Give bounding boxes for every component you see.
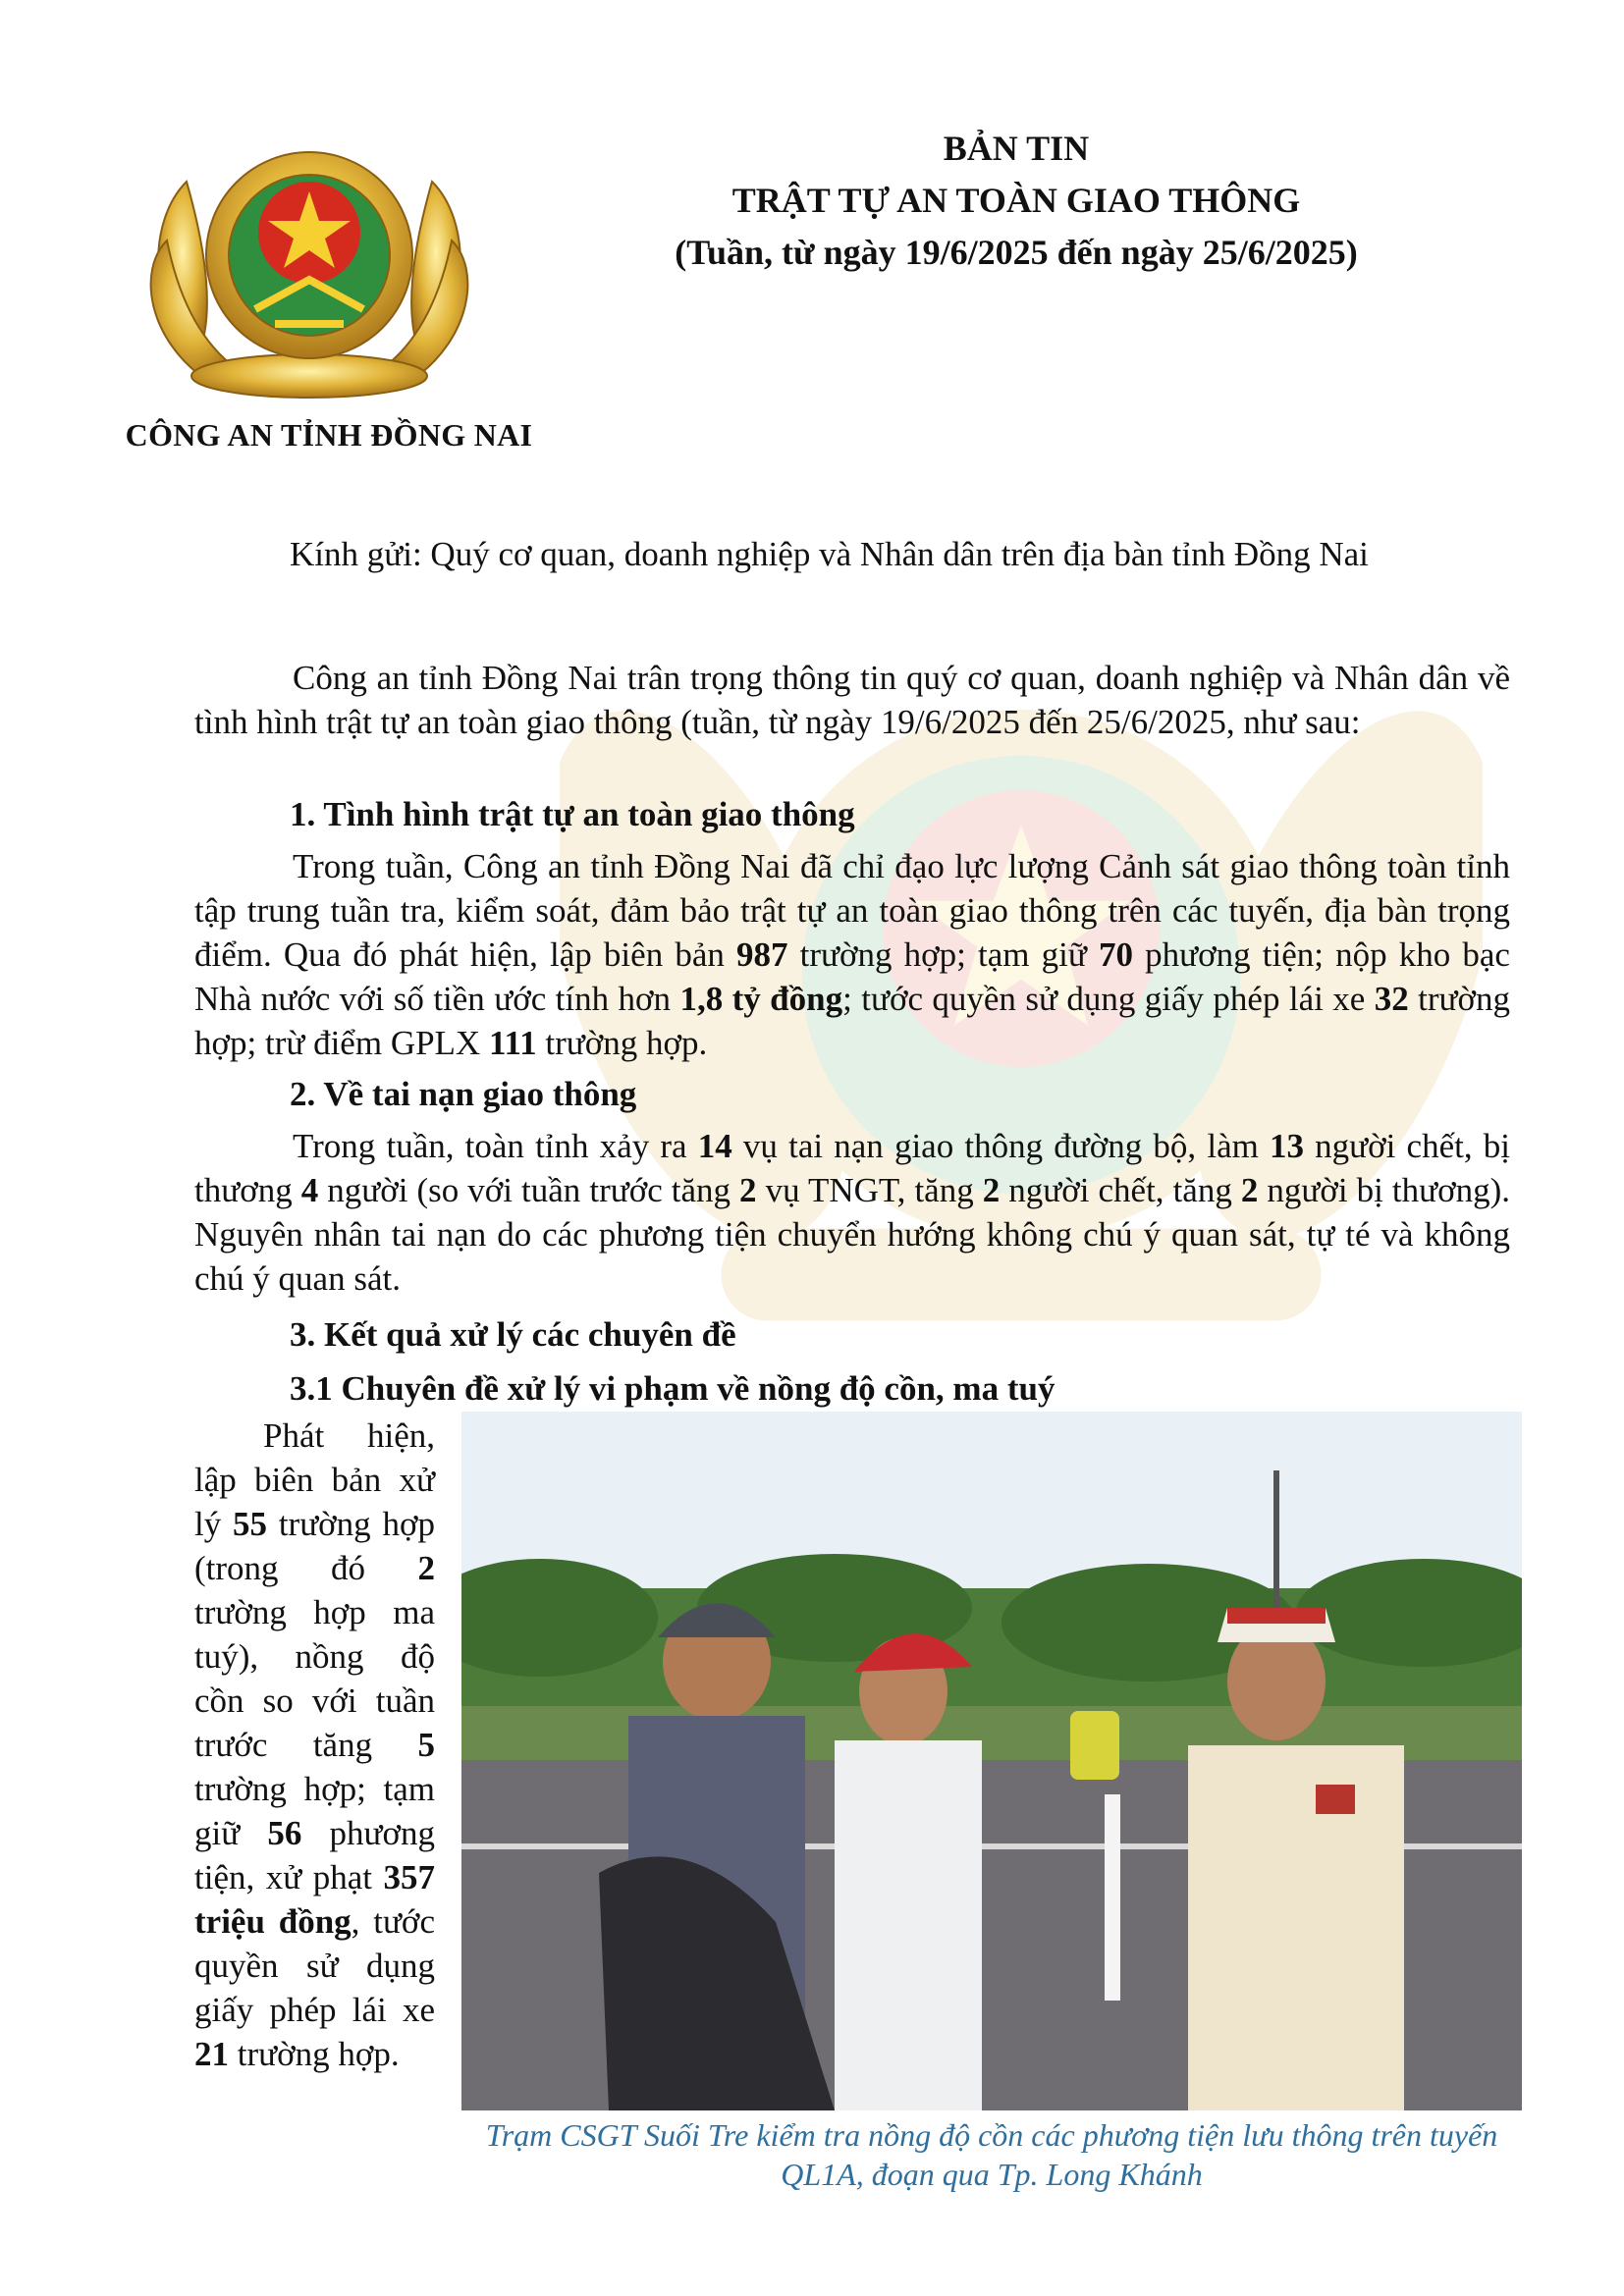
intro-paragraph: Công an tỉnh Đồng Nai trân trọng thông tin quý cơ quan, doanh nghiệp và Nhân dân về tình hình trật tự an toàn giao thông (tuần, từ ngày 19/6/2025 đến 25/6/2025, như sau: xyxy=(194,659,1510,741)
traffic-police-photo xyxy=(461,1412,1522,2110)
section-3-1-heading: 3.1 Chuyên đề xử lý vi phạm về nồng độ cồn, ma tuý xyxy=(290,1369,1056,1408)
title-line-3: (Tuần, từ ngày 19/6/2025 đến ngày 25/6/2025) xyxy=(675,233,1358,272)
section-1-paragraph: Trong tuần, Công an tỉnh Đồng Nai đã chỉ đạo lực lượng Cảnh sát giao thông toàn tỉnh tập trung tuần tra, kiểm soát, đảm bảo trật tự an toàn giao thông trên các tuyến, địa bàn trọng điểm. Qua đó phát hiện, lập biên bản 987 trường hợp; tạm giữ 70 phương tiện; nộp kho bạc Nhà nước với số tiền ước tính hơn 1,8 tỷ đồng; tước quyền sử dụng giấy phép lái xe 32 trường hợp; trừ điểm GPLX 111 trường hợp. xyxy=(194,847,1510,1062)
photo-caption: Trạm CSGT Suối Tre kiểm tra nồng độ cồn các phương tiện lưu thông trên tuyến QL1A, đoạn qua Tp. Long Khánh xyxy=(485,2117,1498,2192)
agency-name: CÔNG AN TỈNH ĐỒNG NAI xyxy=(125,417,533,453)
police-emblem-icon xyxy=(128,123,491,417)
title-line-1: BẢN TIN xyxy=(943,129,1090,168)
greeting: Kính gửi: Quý cơ quan, doanh nghiệp và Nhân dân trên địa bàn tỉnh Đồng Nai xyxy=(290,535,1369,573)
section-2-heading: 2. Về tai nạn giao thông xyxy=(290,1075,637,1113)
section-3-1-paragraph: Phát hiện, lập biên bản xử lý 55 trường hợp (trong đó 2 trường hợp ma tuý), nồng độ cồn so với tuần trước tăng 5 trường hợp; tạm giữ 56 phương tiện, xử phạt 357 triệu đồng, tước quyền sử dụng giấy phép lái xe 21 trường hợp. xyxy=(194,1416,435,2073)
section-2-paragraph: Trong tuần, toàn tỉnh xảy ra 14 vụ tai nạn giao thông đường bộ, làm 13 người chết, bị thương 4 người (so với tuần trước tăng 2 vụ TNGT, tăng 2 người chết, tăng 2 người bị thương). Nguyên nhân tai nạn do các phương tiện chuyển hướng không chú ý quan sát, tự té và không chú ý quan sát. xyxy=(194,1127,1510,1298)
bulletin-title xyxy=(609,123,1424,279)
section-1-heading: 1. Tình hình trật tự an toàn giao thông xyxy=(290,795,855,833)
section-3-heading: 3. Kết quả xử lý các chuyên đề xyxy=(290,1315,736,1354)
title-line-2: TRẬT TỰ AN TOÀN GIAO THÔNG xyxy=(731,181,1301,220)
